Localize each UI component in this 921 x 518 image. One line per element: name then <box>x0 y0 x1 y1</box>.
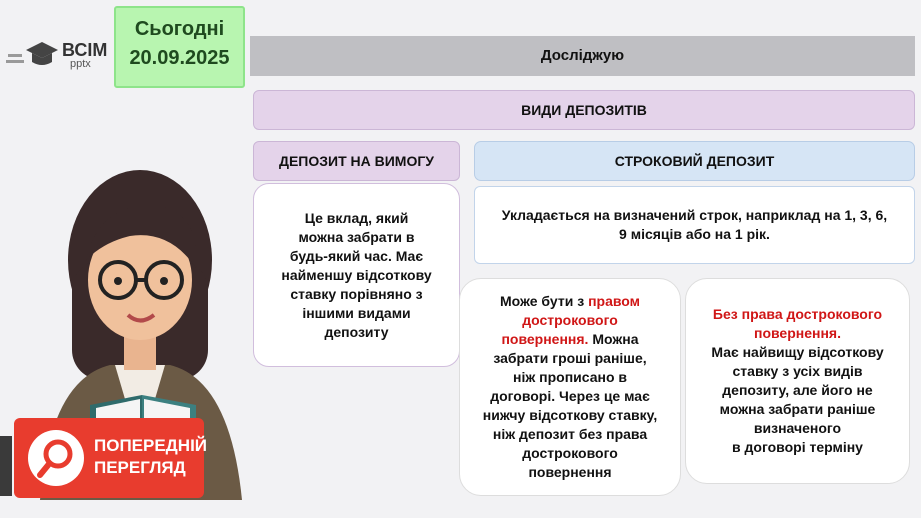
noearly-red-1: Без права дострокового <box>712 306 883 322</box>
magnifier-icon <box>36 438 78 480</box>
noearly-line: визначеного <box>753 420 842 436</box>
logo-brand: ВСІМ <box>62 40 108 60</box>
deposit-types-text: ВИДИ ДЕПОЗИТІВ <box>521 102 647 118</box>
header-title: Досліджую <box>540 47 625 64</box>
demand-line: депозиту <box>324 323 389 340</box>
date-value: 20.09.2025 <box>129 47 230 69</box>
date-box <box>114 6 245 88</box>
demand-deposit-title: ДЕПОЗИТ НА ВИМОГУ <box>278 153 435 169</box>
deposit-types-title <box>253 90 915 130</box>
noearly-red-2: повернення. <box>754 325 841 341</box>
preview-line-2: ПЕРЕГЛЯД <box>94 458 186 477</box>
early-line: ніж депозит без права <box>492 426 648 442</box>
preview-badge[interactable] <box>14 418 208 498</box>
early-line: нижчу відсоткову ставку, <box>482 407 658 423</box>
early-line: договорі. Через це має <box>490 388 650 404</box>
term-line: Укладається на визначений строк, наприклад на 1, 3, 6, <box>501 207 888 223</box>
logo-sub: pptx <box>70 58 91 70</box>
preview-line-1: ПОПЕРЕДНІЙ <box>94 436 208 455</box>
noearly-line: можна забрати раніше <box>719 401 876 417</box>
early-red-2: дострокового <box>522 312 618 328</box>
early-line: забрати гроші раніше, <box>493 350 647 366</box>
noearly-line: депозиту, але його не <box>722 382 873 398</box>
early-red-1: правом <box>588 293 641 309</box>
date-label: Сьогодні <box>134 18 225 40</box>
left-edge-strip <box>0 436 12 496</box>
early-red-3: повернення. <box>501 331 589 347</box>
logo <box>6 36 114 72</box>
early-line: дострокового <box>522 445 618 461</box>
demand-line: ставку порівняно з <box>290 285 423 302</box>
demand-deposit-card <box>253 183 460 367</box>
no-early-return-card <box>685 278 910 484</box>
early-rest: Можна <box>588 331 639 347</box>
demand-line: найменшу відсоткову <box>281 266 432 283</box>
early-prefix: Може бути з <box>499 293 589 309</box>
demand-line: іншими видами <box>302 304 411 321</box>
early-line: ніж прописано в <box>512 369 628 385</box>
graduation-cap-icon <box>6 38 60 72</box>
early-return-card <box>459 278 681 496</box>
noearly-line: Має найвищу відсоткову <box>711 344 884 360</box>
demand-line: Це вклад, який <box>304 209 409 226</box>
demand-line: можна забрати в <box>298 228 415 245</box>
term-deposit-title: СТРОКОВИЙ ДЕПОЗИТ <box>614 153 775 169</box>
early-line: повернення <box>528 464 612 480</box>
header-band <box>250 36 915 76</box>
noearly-line: ставку з усіх видів <box>732 363 863 379</box>
noearly-line: в договорі терміну <box>732 439 863 455</box>
demand-line: будь-який час. Має <box>289 247 424 264</box>
demand-deposit-header <box>253 141 460 181</box>
term-deposit-card <box>474 186 915 264</box>
term-deposit-header <box>474 141 915 181</box>
term-line: 9 місяців або на 1 рік. <box>619 226 770 242</box>
